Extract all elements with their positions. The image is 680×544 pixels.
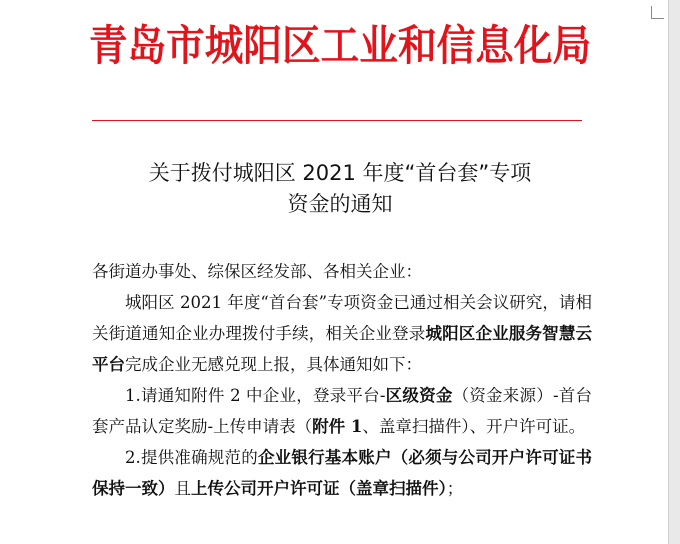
item1-text-a: 1.请通知附件 2 中企业，登录平台- <box>125 386 386 405</box>
item2-text-c: ； <box>446 479 464 498</box>
item1-bold-attachment: 附件 1 <box>312 417 363 436</box>
document-masthead: 青岛市城阳区工业和信息化局 <box>88 21 592 70</box>
masthead-divider <box>92 120 582 121</box>
title-line-2: 资金的通知 <box>287 192 393 216</box>
document-body <box>92 256 592 504</box>
item1-text-c: 、盖章扫描件）、开户许可证。 <box>362 417 586 436</box>
item2-text-a: 2.提供准确规范的 <box>125 448 258 467</box>
list-item-2 <box>92 442 592 504</box>
item2-bold-account: 企业银行基本账户（必须与公司开户许可证书保持一致） <box>92 448 592 498</box>
crop-corner-mark <box>651 6 664 19</box>
item2-text-b: 且 <box>174 479 191 498</box>
paragraph-intro <box>92 287 592 380</box>
intro-text-a: 城阳区 2021 年度“首台套”专项资金已通过相关会议研究，请相关街道通知企业办理拨付手续，相关企业登录 <box>92 293 592 343</box>
item1-text-b: （资金来源）-首台套产品认定奖励-上传申请表（ <box>92 386 592 436</box>
item1-bold-fund: 区级资金 <box>385 386 453 405</box>
salutation: 各街道办事处、综保区经发部、各相关企业： <box>92 262 422 281</box>
document-title <box>60 158 620 220</box>
item2-bold-upload: 上传公司开户许可证（盖章扫描件） <box>191 479 447 498</box>
platform-name: 城阳区企业服务智慧云平台 <box>92 324 593 374</box>
intro-text-b: 完成企业无感兑现上报，具体通知如下： <box>125 355 422 374</box>
title-line-1: 关于拨付城阳区 2021 年度“首台套”专项 <box>148 161 532 185</box>
list-item-1 <box>92 380 592 442</box>
page-edge-scrollbar <box>668 0 680 544</box>
